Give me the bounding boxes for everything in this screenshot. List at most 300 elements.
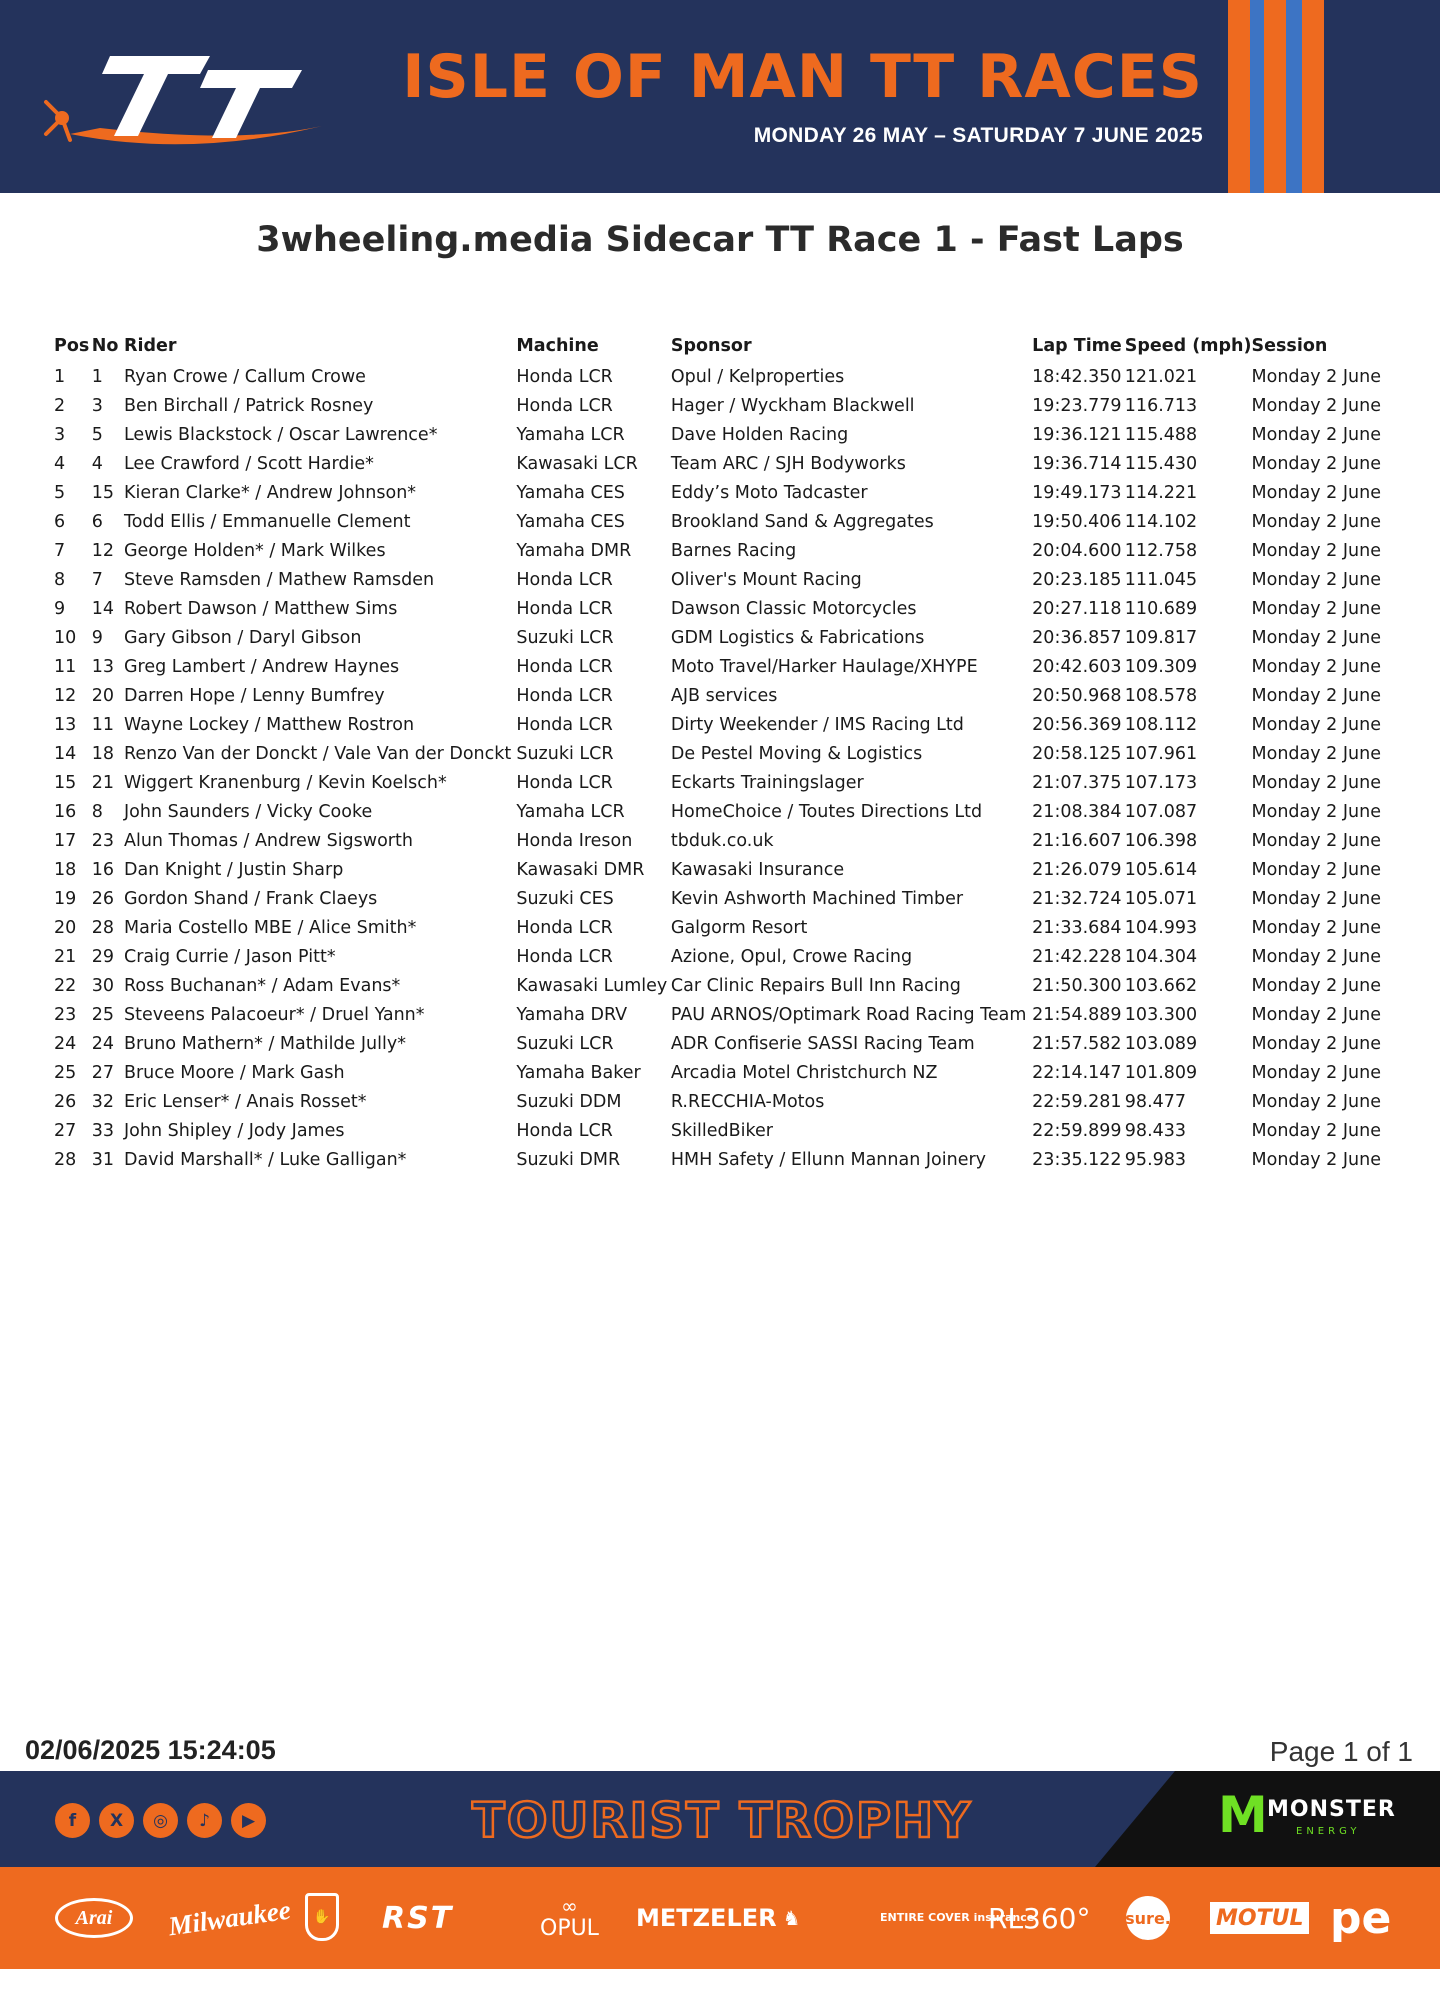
column-header-speed: Speed (mph) (1124, 336, 1252, 356)
sponsor-cell: Dave Holden Racing (670, 424, 849, 445)
metzeler-text: METZELER (636, 1904, 777, 1932)
rider-cell: Maria Costello MBE / Alice Smith* (123, 917, 417, 938)
machine-cell: Yamaha Baker (516, 1062, 641, 1083)
session-cell: Monday 2 June (1251, 395, 1381, 416)
table-row (54, 1145, 1394, 1174)
rider-cell: Wiggert Kranenburg / Kevin Koelsch* (123, 772, 447, 793)
machine-cell: Suzuki CES (516, 888, 614, 909)
session-cell: Monday 2 June (1251, 1062, 1381, 1083)
rider-cell: Ben Birchall / Patrick Rosney (123, 395, 374, 416)
no-cell: 8 (91, 801, 103, 822)
speed-cell: 104.993 (1124, 917, 1198, 938)
table-row (54, 971, 1394, 1000)
lap-time-cell: 21:50.300 (1032, 975, 1122, 996)
session-cell: Monday 2 June (1251, 975, 1381, 996)
machine-cell: Suzuki LCR (516, 743, 614, 764)
table-row (54, 710, 1394, 739)
table-row (54, 768, 1394, 797)
pos-cell: 18 (54, 859, 77, 880)
lap-time-cell: 22:59.899 (1032, 1120, 1122, 1141)
speed-cell: 101.809 (1124, 1062, 1198, 1083)
pos-cell: 17 (54, 830, 77, 851)
lap-time-cell: 20:50.968 (1032, 685, 1122, 706)
sponsor-cell: HomeChoice / Toutes Directions Ltd (670, 801, 983, 822)
column-header-session: Session (1251, 336, 1328, 356)
pos-cell: 27 (54, 1120, 77, 1141)
table-row (54, 1000, 1394, 1029)
sponsor-cell: tbduk.co.uk (670, 830, 774, 851)
speed-cell: 116.713 (1124, 395, 1198, 416)
session-cell: Monday 2 June (1251, 743, 1381, 764)
page-title: 3wheeling.media Sidecar TT Race 1 - Fast Laps (256, 220, 1184, 260)
speed-cell: 108.578 (1124, 685, 1198, 706)
no-cell: 24 (91, 1033, 114, 1054)
page-header (0, 0, 1440, 193)
speed-cell: 121.021 (1124, 366, 1198, 387)
machine-cell: Honda LCR (516, 569, 613, 590)
table-row (54, 1058, 1394, 1087)
sponsor-rl360-logo: RL360° (988, 1901, 1091, 1935)
pos-cell: 12 (54, 685, 77, 706)
machine-cell: Yamaha LCR (516, 801, 625, 822)
rider-cell: Renzo Van der Donckt / Vale Van der Donckt (123, 743, 512, 764)
session-cell: Monday 2 June (1251, 656, 1381, 677)
session-cell: Monday 2 June (1251, 366, 1381, 387)
table-row (54, 362, 1394, 391)
pos-cell: 20 (54, 917, 77, 938)
session-cell: Monday 2 June (1251, 1149, 1381, 1170)
results-body (54, 362, 1394, 1174)
rider-cell: Lewis Blackstock / Oscar Lawrence* (123, 424, 438, 445)
sponsor-cell: Galgorm Resort (670, 917, 808, 938)
rider-cell: Kieran Clarke* / Andrew Johnson* (123, 482, 417, 503)
rider-cell: Eric Lenser* / Anais Rosset* (123, 1091, 367, 1112)
tt-logo (40, 48, 330, 153)
machine-cell: Suzuki LCR (516, 627, 614, 648)
session-cell: Monday 2 June (1251, 714, 1381, 735)
session-cell: Monday 2 June (1251, 1120, 1381, 1141)
sponsor-pe-logo: pe (1330, 1892, 1392, 1944)
speed-cell: 103.089 (1124, 1033, 1198, 1054)
pos-cell: 26 (54, 1091, 77, 1112)
speed-cell: 114.221 (1124, 482, 1198, 503)
rider-cell: Bruno Mathern* / Mathilde Jully* (123, 1033, 406, 1054)
no-cell: 12 (91, 540, 114, 561)
event-title: ISLE OF MAN TT RACES (402, 42, 1203, 112)
no-cell: 4 (91, 453, 103, 474)
pos-cell: 2 (54, 395, 66, 416)
no-cell: 25 (91, 1004, 114, 1025)
machine-cell: Honda LCR (516, 946, 613, 967)
speed-cell: 107.087 (1124, 801, 1198, 822)
lap-time-cell: 20:56.369 (1032, 714, 1122, 735)
pos-cell: 4 (54, 453, 66, 474)
speed-cell: 103.300 (1124, 1004, 1198, 1025)
pos-cell: 28 (54, 1149, 77, 1170)
session-cell: Monday 2 June (1251, 801, 1381, 822)
pos-cell: 14 (54, 743, 77, 764)
machine-cell: Yamaha CES (516, 511, 625, 532)
sponsor-cell: GDM Logistics & Fabrications (670, 627, 925, 648)
sponsor-rst-logo: RST (382, 1900, 454, 1936)
speed-cell: 107.961 (1124, 743, 1198, 764)
pos-cell: 22 (54, 975, 77, 996)
rider-cell: Todd Ellis / Emmanuelle Clement (123, 511, 411, 532)
speed-cell: 115.430 (1124, 453, 1198, 474)
session-cell: Monday 2 June (1251, 627, 1381, 648)
table-row (54, 913, 1394, 942)
machine-cell: Yamaha CES (516, 482, 625, 503)
sponsor-cell: Brookland Sand & Aggregates (670, 511, 934, 532)
column-header-machine: Machine (516, 336, 599, 356)
session-cell: Monday 2 June (1251, 917, 1381, 938)
session-cell: Monday 2 June (1251, 830, 1381, 851)
no-cell: 33 (91, 1120, 114, 1141)
table-row (54, 1116, 1394, 1145)
monster-tagline: ENERGY (1296, 1826, 1361, 1837)
pos-cell: 25 (54, 1062, 77, 1083)
table-row (54, 652, 1394, 681)
speed-cell: 95.983 (1124, 1149, 1187, 1170)
column-header-pos: Pos (54, 336, 90, 356)
table-row (54, 565, 1394, 594)
rider-cell: Lee Crawford / Scott Hardie* (123, 453, 374, 474)
lap-time-cell: 20:42.603 (1032, 656, 1122, 677)
session-cell: Monday 2 June (1251, 424, 1381, 445)
table-row (54, 739, 1394, 768)
table-row (54, 623, 1394, 652)
session-cell: Monday 2 June (1251, 511, 1381, 532)
sponsor-cell: Eckarts Trainingslager (670, 772, 864, 793)
machine-cell: Yamaha DRV (516, 1004, 628, 1025)
pos-cell: 3 (54, 424, 66, 445)
sponsor-cell: HMH Safety / Ellunn Mannan Joinery (670, 1149, 987, 1170)
no-cell: 7 (91, 569, 103, 590)
rider-cell: Steve Ramsden / Mathew Ramsden (123, 569, 435, 590)
instagram-icon[interactable]: ◎ (143, 1803, 178, 1838)
opul-ring-icon: ∞ (561, 1893, 578, 1918)
page-bottom-margin (0, 1969, 1440, 2001)
table-header-row (54, 330, 1394, 362)
no-cell: 20 (91, 685, 114, 706)
machine-cell: Honda LCR (516, 395, 613, 416)
lap-time-cell: 21:16.607 (1032, 830, 1122, 851)
session-cell: Monday 2 June (1251, 569, 1381, 590)
sponsor-cell: AJB services (670, 685, 778, 706)
rider-cell: Darren Hope / Lenny Bumfrey (123, 685, 385, 706)
speed-cell: 106.398 (1124, 830, 1198, 851)
no-cell: 31 (91, 1149, 114, 1170)
sponsor-cell: Barnes Racing (670, 540, 797, 561)
pos-cell: 8 (54, 569, 66, 590)
machine-cell: Honda LCR (516, 917, 613, 938)
session-cell: Monday 2 June (1251, 598, 1381, 619)
lap-time-cell: 22:14.147 (1032, 1062, 1122, 1083)
lap-time-cell: 23:35.122 (1032, 1149, 1122, 1170)
no-cell: 26 (91, 888, 114, 909)
footer-banner (0, 1771, 1440, 1867)
generated-timestamp: 02/06/2025 15:24:05 (25, 1735, 276, 1765)
event-dates: MONDAY 26 MAY – SATURDAY 7 JUNE 2025 (753, 124, 1203, 147)
table-row (54, 797, 1394, 826)
pos-cell: 1 (54, 366, 66, 387)
header-stripes (1228, 0, 1440, 193)
rider-cell: Gordon Shand / Frank Claeys (123, 888, 378, 909)
no-cell: 16 (91, 859, 114, 880)
machine-cell: Kawasaki LCR (516, 453, 638, 474)
rider-cell: Ross Buchanan* / Adam Evans* (123, 975, 401, 996)
lap-time-cell: 21:32.724 (1032, 888, 1122, 909)
machine-cell: Honda LCR (516, 366, 613, 387)
no-cell: 3 (91, 395, 103, 416)
lap-time-cell: 20:23.185 (1032, 569, 1122, 590)
pos-cell: 24 (54, 1033, 77, 1054)
speed-cell: 98.477 (1124, 1091, 1187, 1112)
session-cell: Monday 2 June (1251, 946, 1381, 967)
column-header-rider: Rider (123, 336, 177, 356)
x-icon[interactable]: X (99, 1803, 134, 1838)
no-cell: 28 (91, 917, 114, 938)
speed-cell: 108.112 (1124, 714, 1198, 735)
pos-cell: 15 (54, 772, 77, 793)
machine-cell: Suzuki DDM (516, 1091, 622, 1112)
sponsor-cell: Car Clinic Repairs Bull Inn Racing (670, 975, 961, 996)
sponsor-cell: ADR Confiserie SASSI Racing Team (670, 1033, 975, 1054)
rider-cell: Ryan Crowe / Callum Crowe (123, 366, 366, 387)
machine-cell: Yamaha LCR (516, 424, 625, 445)
lap-time-cell: 21:07.375 (1032, 772, 1122, 793)
table-row (54, 507, 1394, 536)
rider-cell: Craig Currie / Jason Pitt* (123, 946, 336, 967)
youtube-icon[interactable]: ▶ (231, 1803, 266, 1838)
session-cell: Monday 2 June (1251, 482, 1381, 503)
pos-cell: 11 (54, 656, 77, 677)
table-row (54, 478, 1394, 507)
results-table (54, 330, 1394, 1174)
table-row (54, 826, 1394, 855)
machine-cell: Yamaha DMR (516, 540, 632, 561)
sponsor-cell: Kevin Ashworth Machined Timber (670, 888, 964, 909)
speed-cell: 110.689 (1124, 598, 1198, 619)
no-cell: 5 (91, 424, 103, 445)
speed-cell: 98.433 (1124, 1120, 1187, 1141)
table-row (54, 681, 1394, 710)
monster-logo-text: MONSTER (1267, 1797, 1396, 1822)
speed-cell: 114.102 (1124, 511, 1198, 532)
pos-cell: 10 (54, 627, 77, 648)
no-cell: 1 (91, 366, 103, 387)
rider-cell: John Saunders / Vicky Cooke (123, 801, 373, 822)
monster-claw-icon: M (1218, 1786, 1268, 1844)
no-cell: 13 (91, 656, 114, 677)
session-cell: Monday 2 June (1251, 1004, 1381, 1025)
lap-time-cell: 21:33.684 (1032, 917, 1122, 938)
machine-cell: Honda LCR (516, 598, 613, 619)
speed-cell: 111.045 (1124, 569, 1198, 590)
sponsor-milwaukee-logo: Milwaukee (166, 1894, 293, 1941)
no-cell: 15 (91, 482, 114, 503)
sponsor-cell: Hager / Wyckham Blackwell (670, 395, 915, 416)
sponsor-cell: PAU ARNOS/Optimark Road Racing Team (670, 1004, 1027, 1025)
session-cell: Monday 2 June (1251, 859, 1381, 880)
session-cell: Monday 2 June (1251, 540, 1381, 561)
speed-cell: 112.758 (1124, 540, 1198, 561)
table-row (54, 855, 1394, 884)
pos-cell: 19 (54, 888, 77, 909)
speed-cell: 104.304 (1124, 946, 1198, 967)
pos-cell: 9 (54, 598, 66, 619)
machine-cell: Suzuki DMR (516, 1149, 621, 1170)
speed-cell: 105.071 (1124, 888, 1198, 909)
lap-time-cell: 21:26.079 (1032, 859, 1122, 880)
table-row (54, 1087, 1394, 1116)
lap-time-cell: 21:54.889 (1032, 1004, 1122, 1025)
session-cell: Monday 2 June (1251, 685, 1381, 706)
sponsor-sure-logo: sure. (1126, 1896, 1170, 1940)
machine-cell: Kawasaki Lumley (516, 975, 668, 996)
sponsor-opul-logo (540, 1867, 599, 1969)
table-row (54, 536, 1394, 565)
no-cell: 27 (91, 1062, 114, 1083)
lap-time-cell: 19:49.173 (1032, 482, 1122, 503)
no-cell: 18 (91, 743, 114, 764)
machine-cell: Honda Ireson (516, 830, 633, 851)
column-header-sponsor: Sponsor (670, 336, 752, 356)
speed-cell: 115.488 (1124, 424, 1198, 445)
sponsor-cell: Dawson Classic Motorcycles (670, 598, 917, 619)
lap-time-cell: 18:42.350 (1032, 366, 1122, 387)
sponsor-cell: Dirty Weekender / IMS Racing Ltd (670, 714, 964, 735)
lap-time-cell: 19:36.121 (1032, 424, 1122, 445)
pos-cell: 23 (54, 1004, 77, 1025)
table-row (54, 420, 1394, 449)
sponsor-cell: De Pestel Moving & Logistics (670, 743, 923, 764)
rider-cell: Greg Lambert / Andrew Haynes (123, 656, 400, 677)
sponsor-motul-logo: MOTUL (1210, 1902, 1309, 1934)
table-row (54, 594, 1394, 623)
rider-cell: Bruce Moore / Mark Gash (123, 1062, 345, 1083)
session-cell: Monday 2 June (1251, 1033, 1381, 1054)
machine-cell: Honda LCR (516, 656, 613, 677)
sponsor-cell: Moto Travel/Harker Haulage/XHYPE (670, 656, 978, 677)
column-header-no: No (91, 336, 119, 356)
sponsor-entire-cover-logo: ENTIRE COVER insurance (880, 1911, 1035, 1924)
rider-cell: Dan Knight / Justin Sharp (123, 859, 344, 880)
no-cell: 14 (91, 598, 114, 619)
elephant-icon: ♞ (782, 1906, 801, 1930)
pos-cell: 21 (54, 946, 77, 967)
rider-cell: David Marshall* / Luke Galligan* (123, 1149, 407, 1170)
lap-time-cell: 20:36.857 (1032, 627, 1122, 648)
pos-cell: 6 (54, 511, 66, 532)
sponsor-cell: Opul / Kelproperties (670, 366, 845, 387)
table-row (54, 391, 1394, 420)
rider-cell: Wayne Lockey / Matthew Rostron (123, 714, 415, 735)
lap-time-cell: 19:50.406 (1032, 511, 1122, 532)
pos-cell: 5 (54, 482, 66, 503)
column-header-lap-time: Lap Time (1032, 336, 1122, 356)
pos-cell: 13 (54, 714, 77, 735)
speed-cell: 103.662 (1124, 975, 1198, 996)
machine-cell: Honda LCR (516, 685, 613, 706)
session-cell: Monday 2 June (1251, 772, 1381, 793)
speed-cell: 105.614 (1124, 859, 1198, 880)
sponsor-metzeler-logo (636, 1867, 801, 1969)
rider-cell: Robert Dawson / Matthew Sims (123, 598, 398, 619)
table-row (54, 449, 1394, 478)
sponsor-cell: Arcadia Motel Christchurch NZ (670, 1062, 938, 1083)
lap-time-cell: 21:57.582 (1032, 1033, 1122, 1054)
rider-cell: Steveens Palacoeur* / Druel Yann* (123, 1004, 425, 1025)
table-row (54, 1029, 1394, 1058)
session-cell: Monday 2 June (1251, 1091, 1381, 1112)
sponsor-cell: Team ARC / SJH Bodyworks (670, 453, 906, 474)
no-cell: 29 (91, 946, 114, 967)
rider-cell: George Holden* / Mark Wilkes (123, 540, 386, 561)
sponsor-shield-icon: ✋ (305, 1893, 339, 1941)
no-cell: 11 (91, 714, 114, 735)
lap-time-cell: 20:04.600 (1032, 540, 1122, 561)
sponsor-bar (0, 1867, 1440, 1969)
tiktok-icon[interactable]: ♪ (187, 1803, 222, 1838)
pos-cell: 16 (54, 801, 77, 822)
rider-cell: John Shipley / Jody James (123, 1120, 345, 1141)
sponsor-cell: Eddy’s Moto Tadcaster (670, 482, 868, 503)
sponsor-cell: R.RECCHIA-Motos (670, 1091, 825, 1112)
machine-cell: Honda LCR (516, 772, 613, 793)
lap-time-cell: 21:42.228 (1032, 946, 1122, 967)
no-cell: 32 (91, 1091, 114, 1112)
tourist-trophy-wordmark (467, 1791, 977, 1847)
page-number: Page 1 of 1 (1269, 1736, 1413, 1767)
no-cell: 21 (91, 772, 114, 793)
lap-time-cell: 19:36.714 (1032, 453, 1122, 474)
lap-time-cell: 20:58.125 (1032, 743, 1122, 764)
lap-time-cell: 21:08.384 (1032, 801, 1122, 822)
lap-time-cell: 19:23.779 (1032, 395, 1122, 416)
lap-time-cell: 22:59.281 (1032, 1091, 1122, 1112)
no-cell: 23 (91, 830, 114, 851)
no-cell: 30 (91, 975, 114, 996)
sponsor-cell: SkilledBiker (670, 1120, 773, 1141)
session-cell: Monday 2 June (1251, 453, 1381, 474)
sponsor-cell: Kawasaki Insurance (670, 859, 845, 880)
table-row (54, 942, 1394, 971)
machine-cell: Suzuki LCR (516, 1033, 614, 1054)
rider-cell: Gary Gibson / Daryl Gibson (123, 627, 362, 648)
tourist-trophy-text: TOURIST TROPHY (472, 1793, 972, 1847)
speed-cell: 107.173 (1124, 772, 1198, 793)
opul-text: OPUL (540, 1915, 599, 1941)
pos-cell: 7 (54, 540, 66, 561)
sponsor-cell: Azione, Opul, Crowe Racing (670, 946, 913, 967)
facebook-icon[interactable]: f (55, 1803, 90, 1838)
lap-time-cell: 20:27.118 (1032, 598, 1122, 619)
speed-cell: 109.309 (1124, 656, 1198, 677)
no-cell: 6 (91, 511, 103, 532)
no-cell: 9 (91, 627, 103, 648)
machine-cell: Kawasaki DMR (516, 859, 645, 880)
social-links (55, 1803, 266, 1838)
session-cell: Monday 2 June (1251, 888, 1381, 909)
machine-cell: Honda LCR (516, 1120, 613, 1141)
sponsor-arai-logo: Arai (55, 1898, 133, 1938)
speed-cell: 109.817 (1124, 627, 1198, 648)
machine-cell: Honda LCR (516, 714, 613, 735)
table-row (54, 884, 1394, 913)
sponsor-cell: Oliver's Mount Racing (670, 569, 862, 590)
rider-cell: Alun Thomas / Andrew Sigsworth (123, 830, 413, 851)
